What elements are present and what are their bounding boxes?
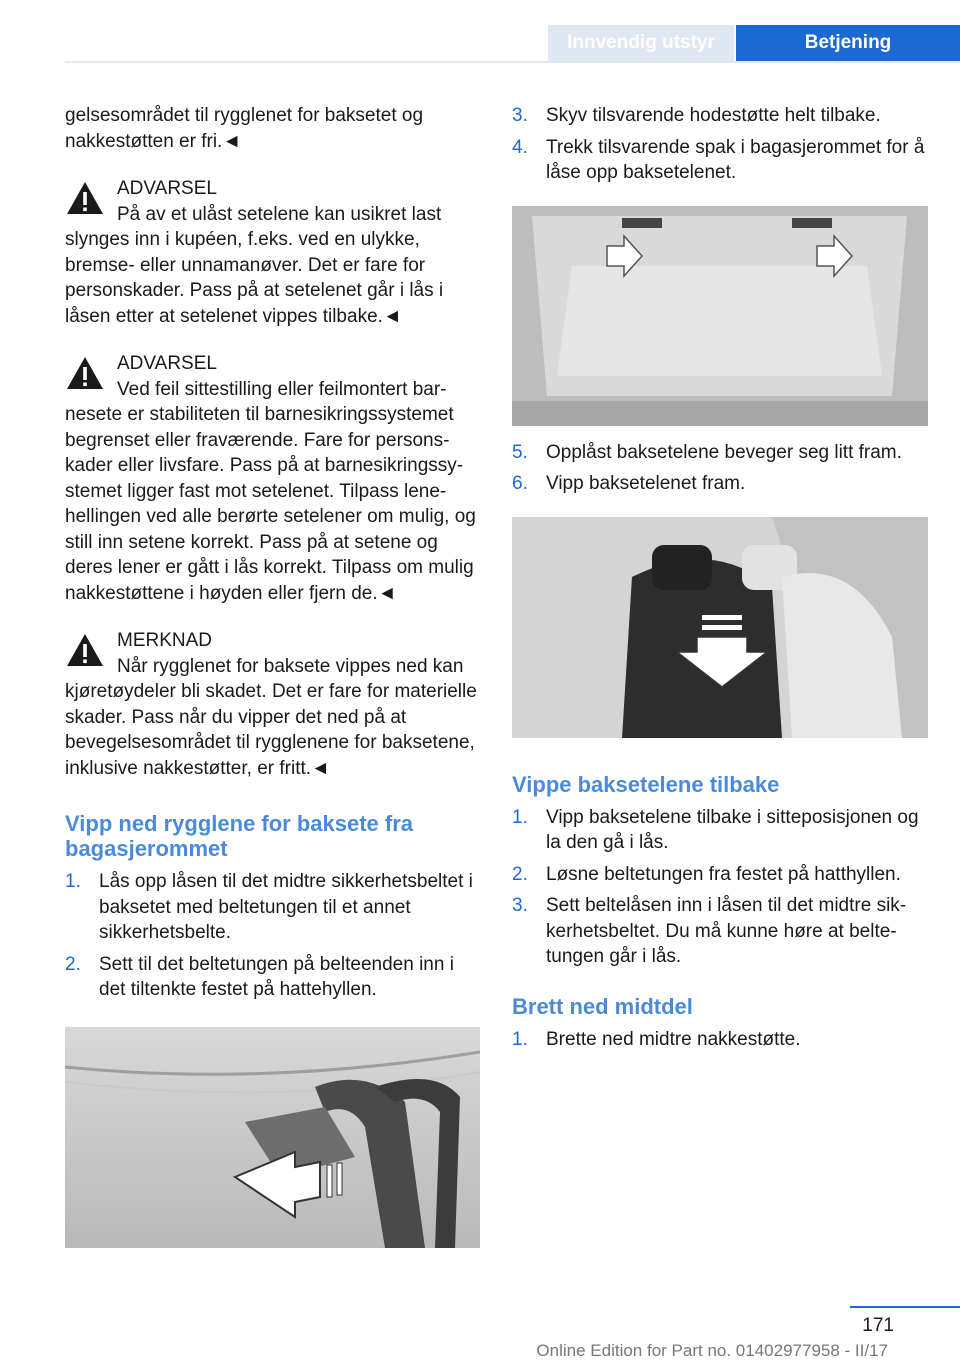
warning-body: På av et ulåst setelene kan usikret last slynges inn i kupéen, f.eks. ved en ulykke, bremse- eller unnamanøver. Det er fare for personskader. Pass på at setelenet går i lås i låsen etter at setelenet vippes tilbake.◄ [65,203,444,327]
list-item: 2. Sett til det beltetungen på belteenden inn i det tiltenkte festet på hattehyllen. [65,953,454,1000]
warning-triangle-icon [65,632,105,668]
list-item: 1. Brette ned midtre nakkestøtte. [512,1028,801,1050]
warning-block-1 [65,176,480,329]
header-section-tab: Innvendig utstyr [548,25,734,61]
section-heading-center-fold: Brett ned midtdel [512,993,693,1019]
note-body: Når rygglenet for baksete vippes ned kan kjøretøydeler bli skadet. Det er fare for materielle skader. Pass når du vipper det ned på at bevegelsesområdet til rygglenene for baksetene, inklusive nakkestøtter, er fritt.◄ [65,655,477,779]
section-heading-fold-back: Vippe baksetelene tilbake [512,771,780,797]
steps-list-left [65,869,480,1003]
warning-triangle-icon [65,355,105,391]
section-heading-fold-down: Vipp ned rygglene for baksete fra bagasjerommet [65,811,414,861]
list-item: 3. Skyv tilsvarende hodestøtte helt tilbake. [512,105,881,126]
illustration-seat-fold [512,517,928,738]
header-chapter-tab: Betjening [736,25,960,61]
page-number: 171 [862,1315,894,1336]
warning-triangle-icon [65,180,105,216]
list-item: 2. Løsne beltetungen fra festet på hatthyllen. [512,863,901,885]
warning-title: ADVARSEL [117,353,217,374]
illustration-trunk-levers [512,206,928,426]
steps-list-right-d [512,1027,928,1053]
list-item: 4. Trekk tilsvarende spak i bagasjerommet for å låse opp baksetelenet. [512,136,925,183]
footer-rule [850,1306,960,1308]
intro-text: gelsesområdet til rygglenet for baksetet og nakkestøtten er fri.◄ [65,105,424,152]
warning-body: Ved feil sittestilling eller feilmontert barnesete er stabiliteten til barnesikringssystemet begrenset eller fraværende. Fare for personskader eller livsfare. Pass på at barnesikringssystemet ligger fast mot setelenet. Tilpass lenehellingen ved alle berørte setelener om mulig, og still inn setene korrekt. Pass på at setene og deres lener er gått i lås korrekt. Tilpass om mulig nakkestøttene i høyden eller fjern de.◄ [65,378,476,604]
left-column [65,103,480,1248]
list-item: 1. Lås opp låsen til det midtre sikkerhetsbeltet i baksetet med beltetungen til et annet sikkerhetsbelte. [65,871,473,943]
edition-text: Online Edition for Part no. 01402977958 - II/17 [536,1341,888,1360]
warning-block-2 [65,351,480,606]
list-item: 1. Vipp baksetelene tilbake i sitteposisjonen og la den gå i lås. [512,806,919,853]
steps-list-right-b [512,440,928,497]
note-block [65,628,480,781]
header-rule [65,61,960,63]
list-item: 3. Sett beltelåsen inn i låsen til det midtre sikkerhetsbeltet. Du må kunne høre at beltetungen går i lås. [512,895,907,967]
steps-list-right-a [512,103,928,186]
warning-title: ADVARSEL [117,178,217,199]
right-column [512,103,928,1058]
list-item: 6. Vipp baksetelenet fram. [512,473,746,494]
list-item: 5. Opplåst baksetelene beveger seg litt fram. [512,441,902,463]
steps-list-right-c [512,805,928,970]
note-title: MERKNAD [117,630,213,651]
illustration-belt-tongue [65,1027,480,1248]
